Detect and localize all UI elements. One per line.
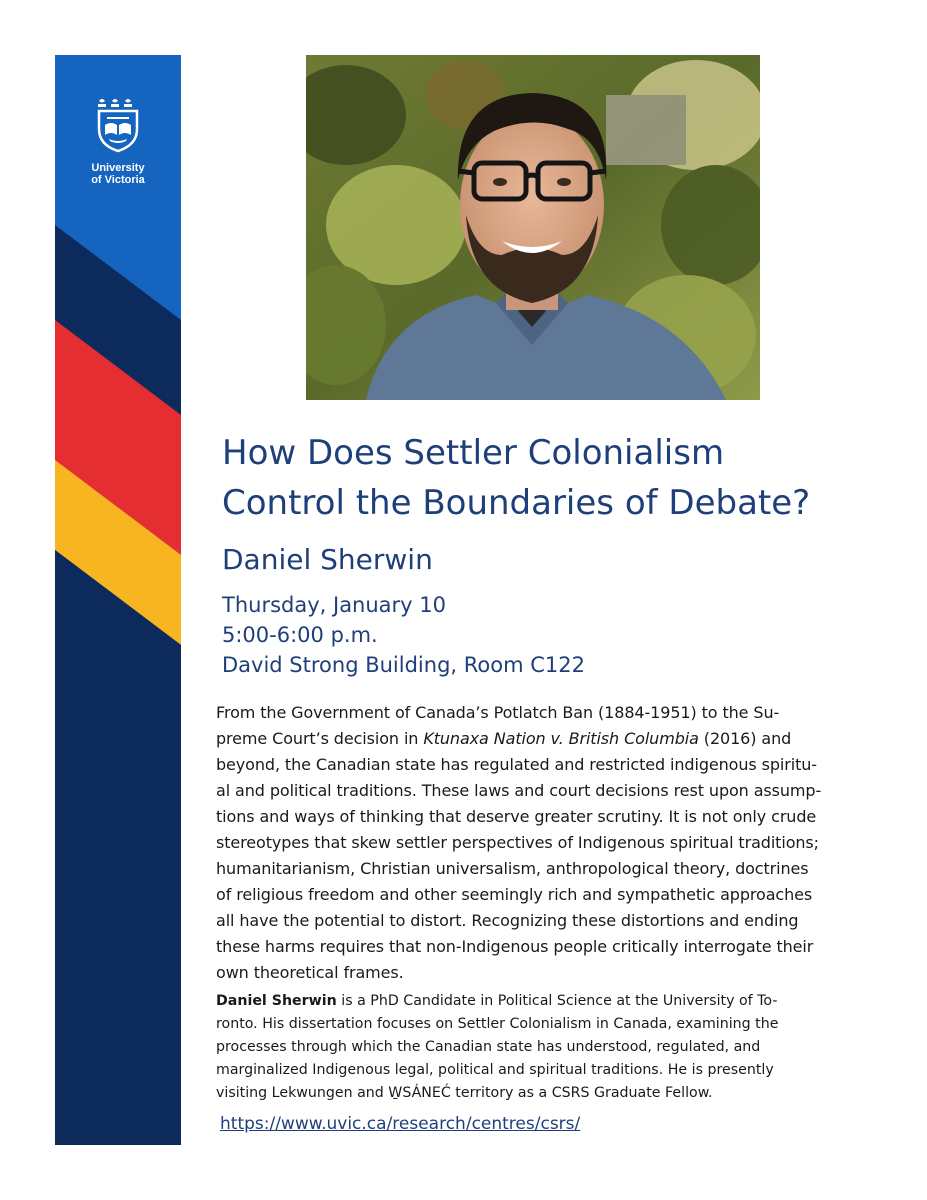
- abstract-line: humanitarianism, Christian universalism, anthropological theory, doctrines: [216, 859, 809, 878]
- event-details: [222, 590, 585, 680]
- abstract-line: of religious freedom and other seemingly rich and sympathetic approaches: [216, 885, 813, 904]
- bio-line: marginalized Indigenous legal, political and spiritual traditions. He is presently: [216, 1062, 774, 1078]
- event-time: 5:00-6:00 p.m.: [222, 623, 378, 647]
- speaker-bio: [216, 990, 896, 1105]
- case-name: Ktunaxa Nation v. British Columbia: [423, 729, 699, 748]
- bio-line: Daniel Sherwin is a PhD Candidate in Political Science at the University of To-: [216, 993, 778, 1009]
- abstract-line: own theoretical frames.: [216, 963, 404, 982]
- abstract-line: From the Government of Canada’s Potlatch Ban (1884-1951) to the Su-: [216, 703, 780, 722]
- event-abstract: [216, 700, 896, 986]
- abstract-line: all have the potential to distort. Recognizing these distortions and ending: [216, 911, 799, 930]
- event-title-line: How Does Settler Colonialism: [222, 433, 725, 473]
- bio-line: visiting Lekwungen and W̱SÁNEĆ territory as a CSRS Graduate Fellow.: [216, 1085, 713, 1101]
- csrs-link[interactable]: https://www.uvic.ca/research/centres/csrs/: [220, 1114, 581, 1134]
- event-date: Thursday, January 10: [222, 593, 447, 617]
- bio-speaker-name: Daniel Sherwin: [216, 993, 337, 1009]
- bio-line: ronto. His dissertation focuses on Settler Colonialism in Canada, examining the: [216, 1016, 779, 1032]
- abstract-line: these harms requires that non-Indigenous people critically interrogate their: [216, 937, 814, 956]
- abstract-line: preme Court’s decision in Ktunaxa Nation v. British Columbia (2016) and: [216, 729, 792, 748]
- university-logo[interactable]: [55, 95, 181, 186]
- color-band: [55, 55, 181, 1145]
- abstract-line: al and political traditions. These laws and court decisions rest upon assump-: [216, 781, 822, 800]
- event-title-line: Control the Boundaries of Debate?: [222, 483, 811, 523]
- bio-line: processes through which the Canadian state has understood, regulated, and: [216, 1039, 761, 1055]
- abstract-line: tions and ways of thinking that deserve greater scrutiny. It is not only crude: [216, 807, 817, 826]
- university-name: University of Victoria: [91, 162, 145, 186]
- event-title: [222, 428, 902, 528]
- speaker-name: Daniel Sherwin: [222, 543, 433, 576]
- uvic-crest-icon: [95, 95, 141, 153]
- event-location: David Strong Building, Room C122: [222, 653, 585, 677]
- speaker-photo: [306, 55, 760, 400]
- abstract-line: stereotypes that skew settler perspectives of Indigenous spiritual traditions;: [216, 833, 819, 852]
- abstract-line: beyond, the Canadian state has regulated and restricted indigenous spiritu-: [216, 755, 817, 774]
